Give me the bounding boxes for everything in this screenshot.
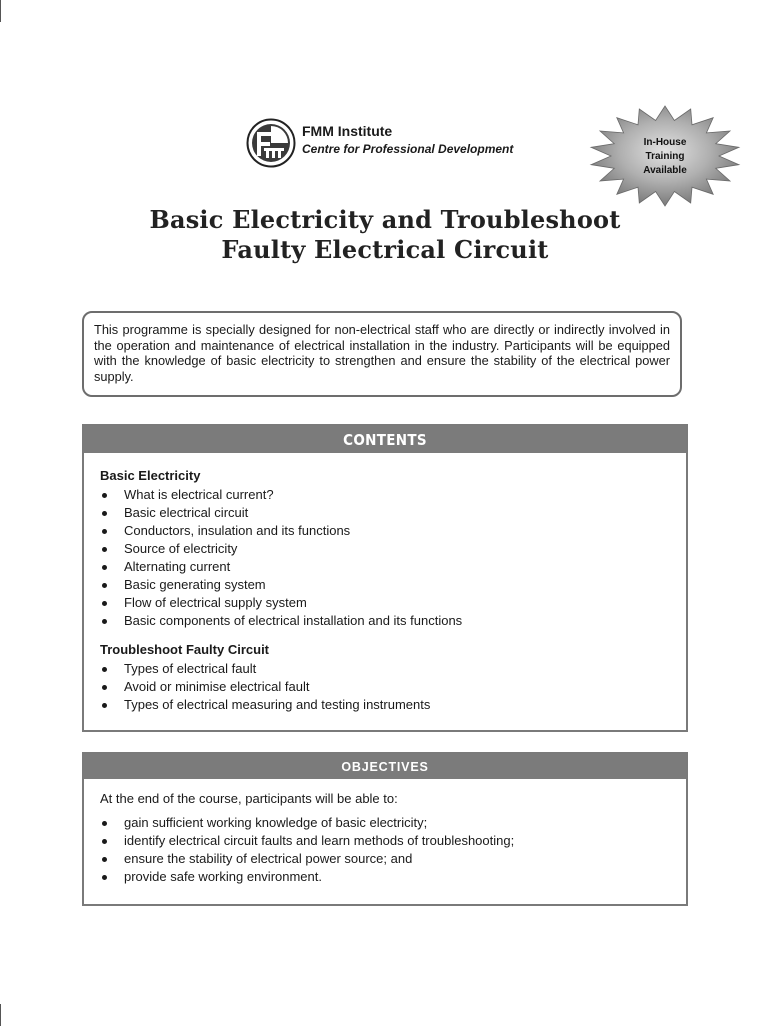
list-item: Alternating current <box>100 558 462 576</box>
list-item: identify electrical circuit faults and learn methods of troubleshooting; <box>100 832 514 850</box>
in-house-training-badge <box>625 136 705 178</box>
objectives-lead: At the end of the course, participants will be able to: <box>100 791 398 806</box>
list-item: Conductors, insulation and its functions <box>100 522 462 540</box>
list-item: Basic electrical circuit <box>100 504 462 522</box>
list-item: ensure the stability of electrical power source; and <box>100 850 514 868</box>
contents-group-title: Troubleshoot Faulty Circuit <box>100 642 270 657</box>
page-edge-mark <box>0 0 1 22</box>
contents-heading: CONTENTS <box>84 426 686 453</box>
list-item: Basic generating system <box>100 576 462 594</box>
contents-group-list <box>100 486 462 630</box>
contents-group-list <box>100 660 430 714</box>
list-item: What is electrical current? <box>100 486 462 504</box>
list-item: Source of electricity <box>100 540 462 558</box>
list-item: Types of electrical fault <box>100 660 430 678</box>
list-item: Flow of electrical supply system <box>100 594 462 612</box>
contents-section <box>82 424 688 732</box>
intro-text: This programme is specially designed for non-electrical staff who are directly or indirectly involved in the operation and maintenance of electrical installation in the industry. Participants will be equipped with the knowledge of basic electricity to strengthen and ensure the stability of the electrical power supply. <box>94 322 670 384</box>
badge-line: Available <box>643 165 687 176</box>
list-item: gain sufficient working knowledge of basic electricity; <box>100 814 514 832</box>
badge-line: In-House <box>643 137 687 148</box>
list-item: Basic components of electrical installation and its functions <box>100 612 462 630</box>
title-line: Basic Electricity and Troubleshoot <box>149 205 621 234</box>
objectives-heading: OBJECTIVES <box>84 754 686 779</box>
fmm-institute-logo <box>246 118 296 168</box>
title-line: Faulty Electrical Circuit <box>221 235 549 264</box>
badge-line: Training <box>645 151 685 162</box>
org-subtitle: Centre for Professional Development <box>302 142 514 156</box>
objectives-list <box>100 814 514 886</box>
page-edge-mark <box>0 1004 1 1026</box>
objectives-section <box>82 752 688 906</box>
list-item: Types of electrical measuring and testing instruments <box>100 696 430 714</box>
list-item: Avoid or minimise electrical fault <box>100 678 430 696</box>
page-title <box>0 205 770 265</box>
org-name: FMM Institute <box>302 123 393 139</box>
contents-group-title: Basic Electricity <box>100 468 201 483</box>
list-item: provide safe working environment. <box>100 868 514 886</box>
intro-box <box>82 311 682 397</box>
